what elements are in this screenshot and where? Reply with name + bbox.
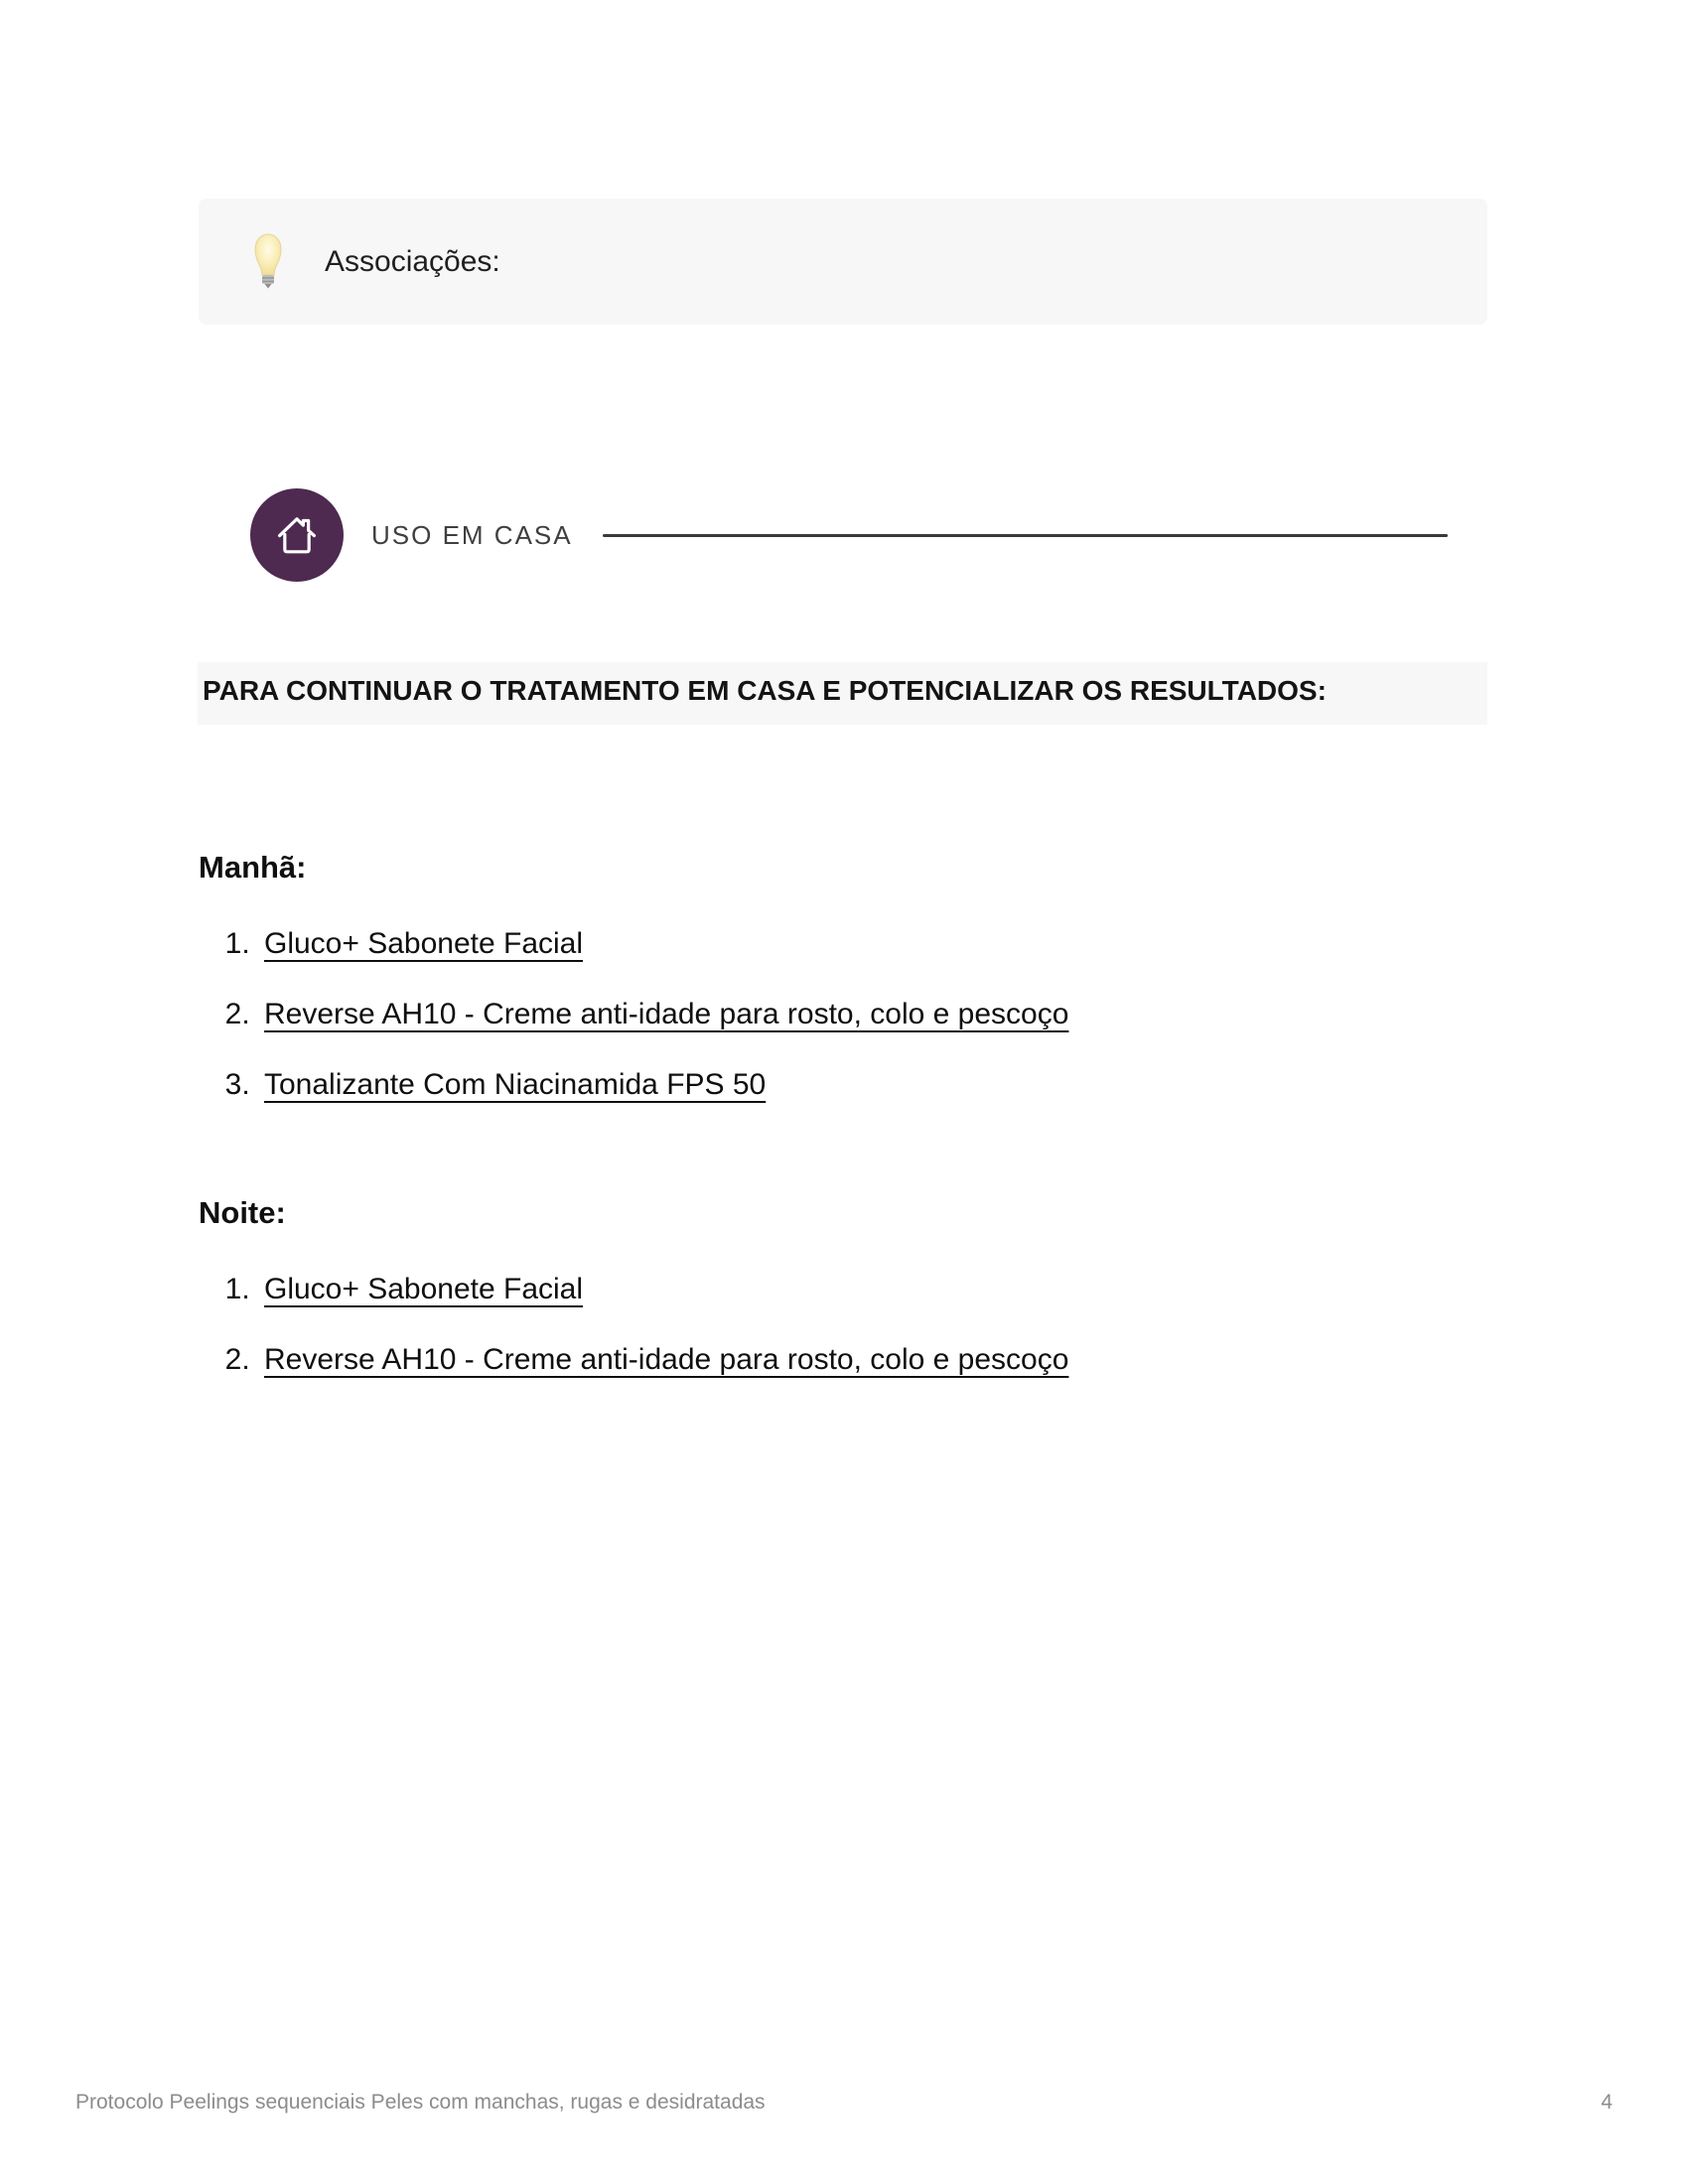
associations-callout <box>199 199 1487 325</box>
product-link-gluco-sabonete[interactable]: Gluco+ Sabonete Facial <box>264 1273 584 1305</box>
routine-morning-title: Manhã: <box>199 850 307 885</box>
list-item <box>258 1273 1487 1306</box>
instruction-text: PARA CONTINUAR O TRATAMENTO EM CASA E POTENCIALIZAR OS RESULTADOS: <box>203 675 1327 706</box>
list-item <box>258 998 1487 1031</box>
page-footer <box>75 2091 1613 2115</box>
section-title: USO EM CASA <box>371 519 573 550</box>
product-link-gluco-sabonete[interactable]: Gluco+ Sabonete Facial <box>264 927 584 960</box>
list-item <box>258 1343 1487 1377</box>
divider-line <box>603 534 1448 537</box>
product-link-reverse-ah10[interactable]: Reverse AH10 - Creme anti-idade para rosto, colo e pescoço <box>264 998 1069 1030</box>
product-link-tonalizante-fps50[interactable]: Tonalizante Com Niacinamida FPS 50 <box>264 1068 767 1101</box>
lightbulb-icon <box>251 233 285 291</box>
instruction-banner <box>198 662 1487 725</box>
routine-morning-list <box>199 927 1487 1102</box>
routine-night <box>199 1195 1487 1414</box>
section-header-uso-em-casa <box>199 488 1487 582</box>
footer-page-number: 4 <box>1601 2091 1613 2114</box>
associations-label: Associações: <box>325 244 500 278</box>
routine-night-title: Noite: <box>199 1195 286 1230</box>
list-item <box>258 927 1487 961</box>
routine-night-list <box>199 1273 1487 1377</box>
home-icon <box>250 488 344 582</box>
routine-morning <box>199 850 1487 1139</box>
list-item <box>258 1068 1487 1102</box>
product-link-reverse-ah10[interactable]: Reverse AH10 - Creme anti-idade para rosto, colo e pescoço <box>264 1343 1069 1376</box>
footer-document-title: Protocolo Peelings sequenciais Peles com manchas, rugas e desidratadas <box>75 2091 766 2114</box>
